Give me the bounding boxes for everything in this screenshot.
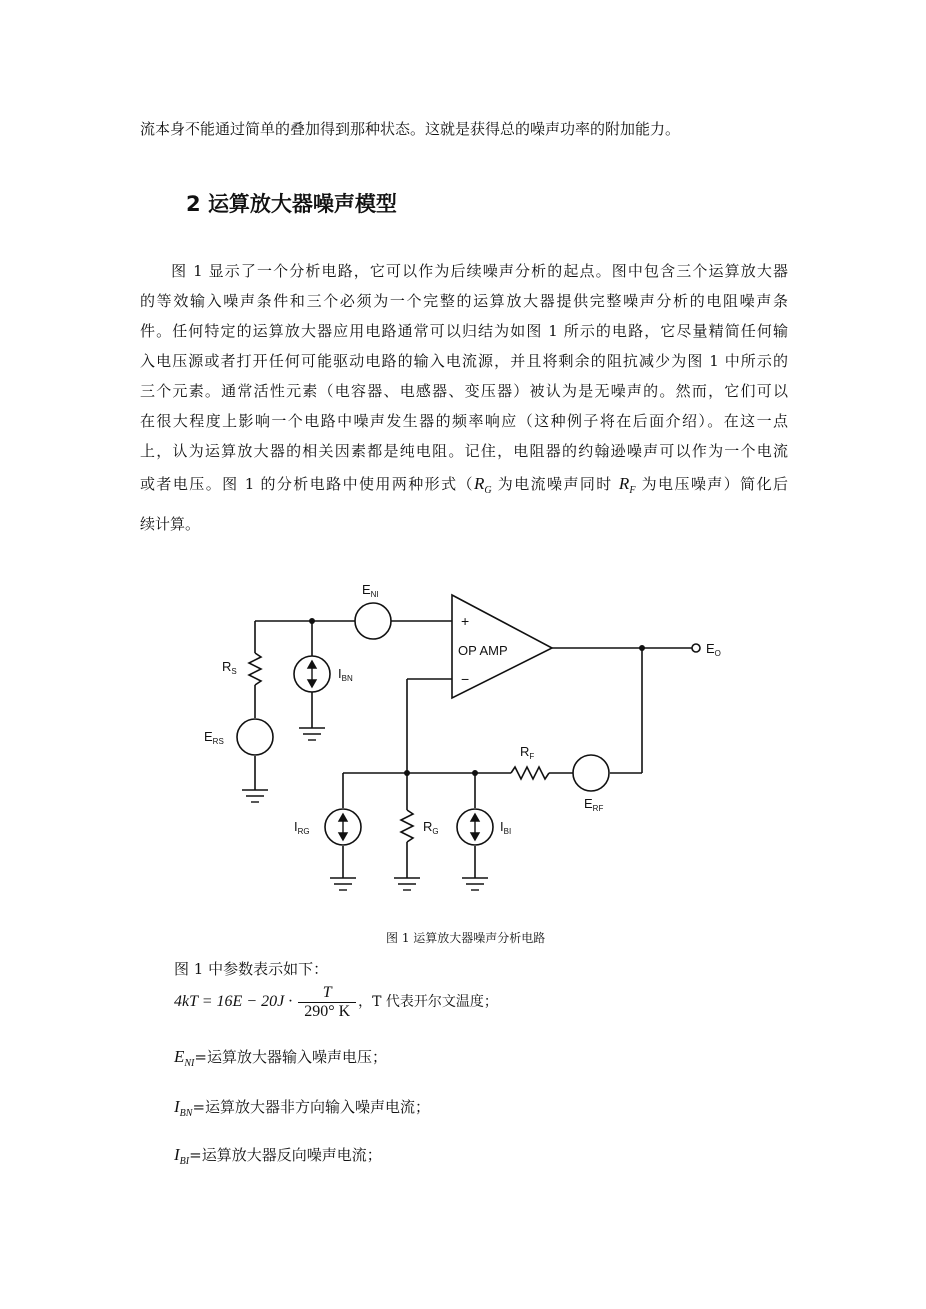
section-title: 运算放大器噪声模型 xyxy=(207,192,397,216)
paragraph-line: 入电压源或者打开任何可能驱动电路的输入电流源，并且将剩余的阻抗减少为图 1 中所示的 xyxy=(140,352,788,370)
ground-icon xyxy=(394,878,420,890)
resistor-rg xyxy=(401,810,413,842)
label-irg: $I_{RG}$ xyxy=(294,819,310,836)
formula-fraction: $\frac{T}{290^\circ K}$ xyxy=(298,984,356,1021)
paragraph-line: 或者电压。图 1 的分析电路中使用两种形式（$R_G$ 为电流噪声同时 $R_F$ 为电压噪声）简化后 xyxy=(140,474,788,496)
ground-icon xyxy=(299,728,325,740)
paragraph-continuation: 流本身不能通过简单的叠加得到那种状态。这就是获得总的噪声功率的附加能力。 xyxy=(140,120,681,138)
paragraph-line: 上，认为运算放大器的相关因素都是纯电阻。记住，电阻器的约翰逊噪声可以作为一个电流 xyxy=(140,442,788,460)
label-erf: $E_{RF}$ xyxy=(584,796,604,813)
junction-dot xyxy=(639,645,645,651)
paragraph-line: 件。任何特定的运算放大器应用电路通常可以归结为如图 1 所示的电路，它尽量精简任何输 xyxy=(140,322,788,340)
voltage-source-eni xyxy=(355,603,391,639)
output-terminal xyxy=(692,644,700,652)
ground-icon xyxy=(462,878,488,890)
paragraph-line: 续计算。 xyxy=(140,515,201,533)
label-ibi: $I_{BI}$ xyxy=(500,819,512,836)
list-intro: 图 1 中参数表示如下： xyxy=(174,960,329,978)
formula-4kt xyxy=(174,984,498,1021)
ground-icon xyxy=(330,878,356,890)
section-number: 2 xyxy=(186,192,201,216)
label-minus: − xyxy=(461,671,470,687)
label-ers: $E_{RS}$ xyxy=(204,729,224,746)
label-rg: $R_G$ xyxy=(423,819,439,836)
paragraph-line: 的等效输入噪声条件和三个必须为一个完整的运算放大器提供完整噪声分析的电阻噪声条 xyxy=(140,292,788,310)
circuit-diagram xyxy=(190,578,750,898)
junction-dot xyxy=(472,770,478,776)
formula-lhs: 4kT xyxy=(174,993,198,1011)
definition-ibn: $I_{BN}=$运算放大器非方向输入噪声电流； xyxy=(174,1097,431,1119)
label-rs: $R_S$ xyxy=(222,659,237,676)
resistor-rf xyxy=(511,767,549,779)
junction-dot xyxy=(404,770,410,776)
label-opamp: OP AMP xyxy=(458,643,508,658)
paragraph-intro xyxy=(140,256,788,539)
label-rf: $R_F$ xyxy=(520,744,535,761)
ground-icon xyxy=(242,790,268,802)
label-eo: $E_O$ xyxy=(706,641,721,658)
resistor-rs xyxy=(249,653,261,685)
section-heading xyxy=(186,188,397,218)
definition-ibi: $I_{BI}=$运算放大器反向噪声电流； xyxy=(174,1145,382,1167)
paragraph-line: 图 1 显示了一个分析电路，它可以作为后续噪声分析的起点。图中包含三个运算放大器 xyxy=(170,262,788,280)
formula-desc: ，T 代表开尔文温度； xyxy=(358,994,498,1011)
label-eni: $E_{NI}$ xyxy=(362,582,379,599)
label-ibn: $I_{BN}$ xyxy=(338,666,353,683)
paragraph-line: 在很大程度上影响一个电路中噪声发生器的频率响应（这种例子将在后面介绍）。在这一点 xyxy=(140,412,788,430)
junction-dot xyxy=(309,618,315,624)
circuit-figure xyxy=(190,578,750,902)
label-plus: + xyxy=(461,613,470,629)
voltage-source-erf xyxy=(573,755,609,791)
formula-eq: = 16E − 20J · xyxy=(197,993,297,1011)
paragraph-line: 三个元素。通常活性元素（电容器、电感器、变压器）被认为是无噪声的。然而，它们可以 xyxy=(140,382,788,400)
figure-caption: 图 1 运算放大器噪声分析电路 xyxy=(386,931,546,945)
voltage-source-ers xyxy=(237,719,273,755)
definition-eni: $E_{NI}=$运算放大器输入噪声电压； xyxy=(174,1047,387,1069)
